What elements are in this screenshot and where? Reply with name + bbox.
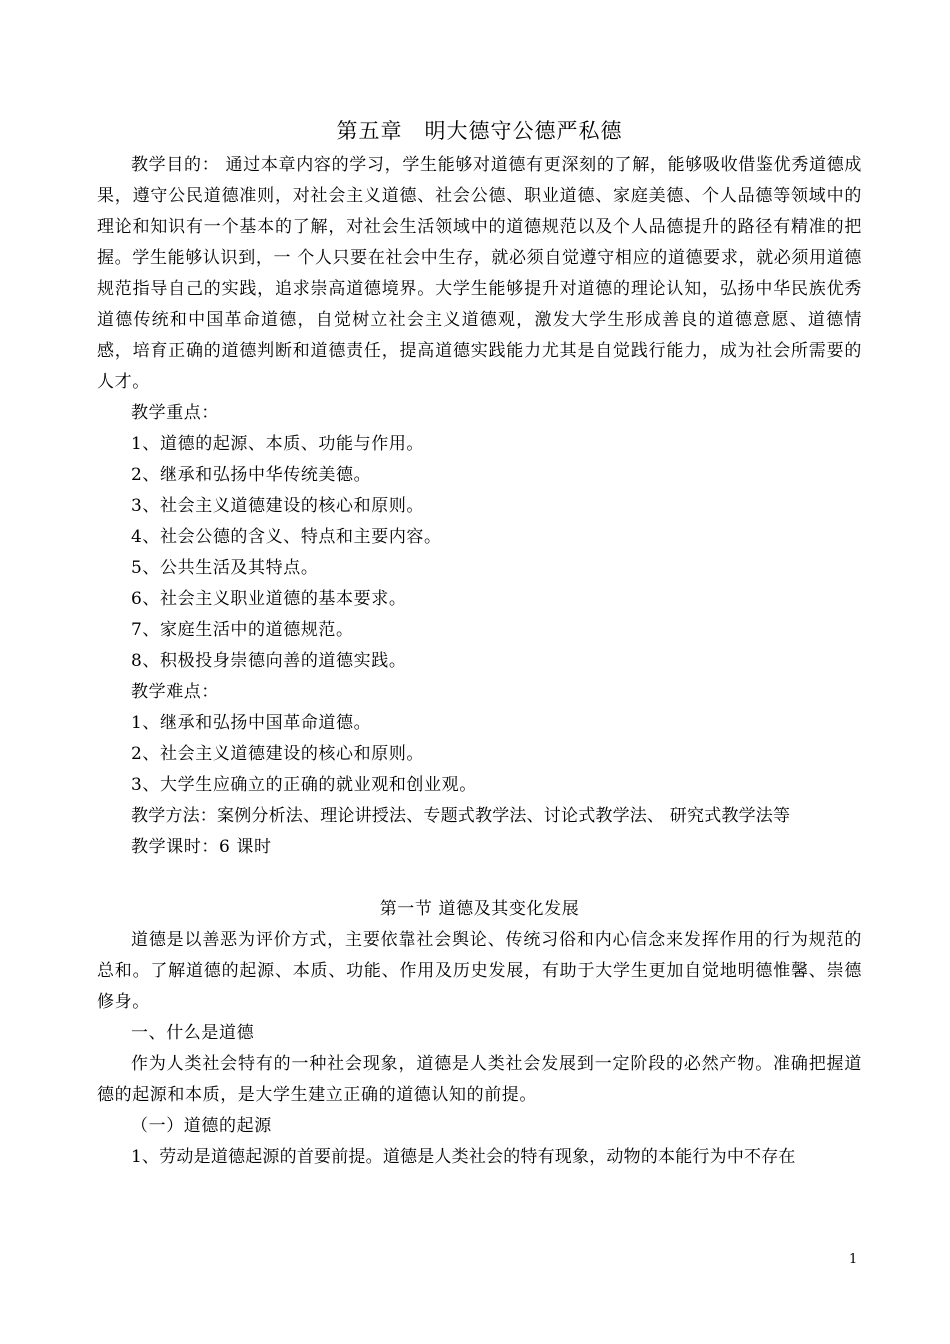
- subsection-heading: 一、什么是道德: [131, 1023, 255, 1043]
- point-paragraph: 1、劳动是道德起源的首要前提。道德是人类社会的特有现象，动物的本能行为中不存在: [131, 1147, 796, 1167]
- list-item: 6、社会主义职业道德的基本要求。: [131, 589, 407, 609]
- key-points-heading: 教学重点：: [131, 403, 219, 423]
- teaching-methods: 教学方法：案例分析法、理论讲授法、专题式教学法、讨论式教学法、 研究式教学法等: [131, 806, 791, 826]
- difficulties-heading: 教学难点：: [131, 682, 219, 702]
- sub-subsection-heading: （一）道德的起源: [131, 1116, 272, 1136]
- difficulties-list: [97, 708, 862, 801]
- blank-line: [97, 863, 862, 894]
- section-intro-paragraph: 道德是以善恶为评价方式，主要依靠社会舆论、传统习俗和内心信念来发挥作用的行为规范的总和。了解道德的起源、本质、功能、作用及历史发展，有助于大学生更加自觉地明德惟馨、崇德修身。: [97, 930, 862, 1012]
- list-item: 1、继承和弘扬中国革命道德。: [131, 713, 372, 733]
- page-number: 1: [849, 1252, 858, 1267]
- teaching-objective-paragraph: 教学目的： 通过本章内容的学习，学生能够对道德有更深刻的了解，能够吸收借鉴优秀道德成果，遵守公民道德准则，对社会主义道德、社会公德、职业道德、家庭美德、个人品德等领域中的理论和知识有一个基本的了解，对社会生活领域中的道德规范以及个人品德提升的路径有精准的把握。学生能够认识到，一 个人只要在社会中生存，就必须自觉遵守相应的道德要求，就必须用道德规范指导自己的实践，追求崇高道德境界。大学生能够提升对道德的理论认知，弘扬中华民族优秀道德传统和中国革命道德，自觉树立社会主义道德观，激发大学生形成善良的道德意愿、道德情感，培育正确的道德判断和道德责任，提高道德实践能力尤其是自觉践行能力，成为社会所需要的人才。: [97, 155, 862, 392]
- list-item: 3、社会主义道德建设的核心和原则。: [131, 496, 425, 516]
- key-points-list: [97, 429, 862, 677]
- list-item: 1、道德的起源、本质、功能与作用。: [131, 434, 425, 454]
- chapter-title: 第五章 明大德守公德严私德: [336, 119, 623, 143]
- text-body: [97, 116, 862, 1173]
- subsection-paragraph: 作为人类社会特有的一种社会现象，道德是人类社会发展到一定阶段的必然产物。准确把握道德的起源和本质，是大学生建立正确的道德认知的前提。: [97, 1054, 862, 1105]
- list-item: 2、社会主义道德建设的核心和原则。: [131, 744, 425, 764]
- list-item: 3、大学生应确立的正确的就业观和创业观。: [131, 775, 477, 795]
- section-title: 第一节 道德及其变化发展: [379, 899, 580, 919]
- teaching-hours: 教学课时：6 课时: [131, 837, 272, 857]
- list-item: 5、公共生活及其特点。: [131, 558, 319, 578]
- list-item: 8、积极投身崇德向善的道德实践。: [131, 651, 407, 671]
- list-item: 4、社会公德的含义、特点和主要内容。: [131, 527, 442, 547]
- list-item: 2、继承和弘扬中华传统美德。: [131, 465, 372, 485]
- list-item: 7、家庭生活中的道德规范。: [131, 620, 354, 640]
